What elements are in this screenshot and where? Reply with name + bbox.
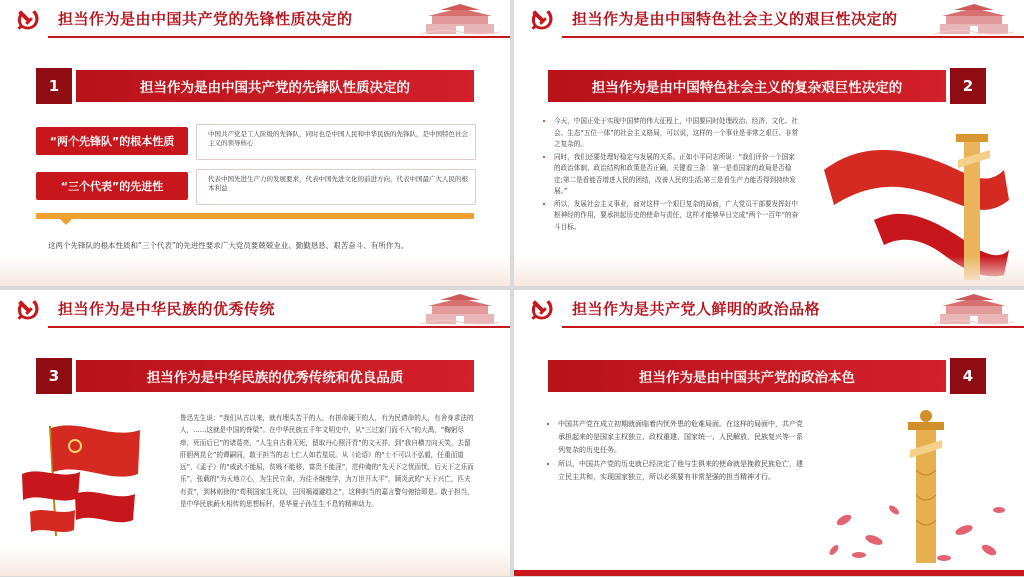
slide-header: [0, 0, 510, 40]
header-divider: [48, 36, 510, 38]
party-emblem-icon: [14, 296, 42, 324]
footer-bar: [514, 570, 1024, 576]
bullet-item: • 中国共产党在成立初期就面临着内忧外患的危难局面。在这样的局面中，共产党承担起来的是国家主权独立、政权重建、国家统一、人民解放、民族复兴等一系列复杂的历史任务。: [558, 418, 804, 457]
tiananmen-gate-icon: [420, 292, 500, 326]
tag-desc-frame: [196, 169, 476, 205]
bullet-list: [544, 116, 799, 234]
party-emblem-icon: [528, 6, 556, 34]
header-divider: [48, 326, 510, 328]
bullet-item: • 同时，我们还要处理好稳定与发展的关系。正如小平同志所说：“我们评价一个国家的政治体制、政治结构和政策是否正确，关键看三条：第一是看国家的政局是否稳定;第二是看能否增进人民的团结，改善人民的生活;第三是看生产力能否得到持续发展。”: [554, 152, 799, 198]
tradition-paragraph: 鲁迅先生说：“我们从古以来，就有埋头苦干的人，有拼命硬干的人，有为民请命的人，有舍身求法的人，……这就是中国的脊梁”。在中华民族五千年文明史中，从“三过家门而不入”的大禹，“鞠躬尽瘁，死而后已”的诸葛亮，“人生自古谁无死，留取丹心照汗青”的文天祥，到“我自横刀向天笑，去留肝胆两昆仑”的谭嗣同，敢于担当的志士仁人如若星辰。从《论语》的“士不可以不弘毅，任重而道远”，《孟子》的“威武不能屈，贫贱不能移，富贵不能淫”，范仲淹的“先天下之忧而忧，后天下之乐而乐”，张载的“为天地立心，为生民立命，为往圣继绝学，为万世开太平”，顾炎武的“天下兴亡，匹夫有责”，到林则徐的“苟利国家生死以，岂因祸福避趋之”，这种担当的嘉言警句俯拾即是。敢于担当，是中华民族薪火相传的思想标杆，是华夏子孙生生不息的精神动力。: [180, 414, 474, 509]
section-title-bar: 担当作为是由中国共产党的政治本色: [548, 360, 946, 392]
footer-decoration: [0, 546, 510, 576]
huabiao-pillar-icon: [814, 410, 1014, 570]
orange-divider: [36, 213, 474, 219]
slide-header: [0, 290, 510, 330]
header-title: 担当作为是由中国特色社会主义的艰巨性决定的: [572, 10, 898, 28]
slide-header: [514, 0, 1024, 40]
header-divider: [562, 326, 1024, 328]
footer-decoration: [0, 256, 510, 286]
slide-3[interactable]: [0, 290, 510, 576]
bullet-item: • 所以，发展社会主义事业，面对这样一个艰巨复杂的局面，广大党员干部要发挥好中枢神经的作用，要承担起历史的使命与责任，这样才能够早日完成“两个一百年”的奋斗目标。: [554, 199, 799, 234]
section-number: 4: [950, 358, 986, 394]
bullet-item: • 所以，中国共产党的历史就已经决定了他与生俱来的使命就是挽救民族危亡，建立民主共和，实现国家独立，所以必须要有非常坚强的担当精神才行。: [558, 458, 804, 484]
tag-desc-frame: [196, 124, 476, 160]
section-title-bar: 担当作为是由中国特色社会主义的复杂艰巨性决定的: [548, 70, 946, 102]
red-flag-icon: [20, 418, 160, 538]
footer-decoration: [514, 256, 1024, 286]
section-title-bar: 担当作为是由中国共产党的先锋队性质决定的: [76, 70, 474, 102]
header-divider: [562, 36, 1024, 38]
tiananmen-gate-icon: [934, 2, 1014, 36]
bullet-item: • 今天，中国正处于实现中国梦的伟大征程上，中国要同时处理政治、经济、文化、社会、生态“五位一体”的社会主义格局，可以说，这样的一个事业是非常之艰巨、非常之复杂的。: [554, 116, 799, 151]
tag-desc-three-represents: 代表中国先进生产力的发展要求，代表中国先进文化的前进方向，代表中国最广大人民的根本利益: [208, 175, 468, 192]
tiananmen-gate-icon: [420, 2, 500, 36]
tag-desc-two-vanguards: 中国共产党是工人阶级的先锋队，同时也是中国人民和中华民族的先锋队，是中国特色社会主义的领导核心: [208, 130, 468, 147]
section-number: 3: [36, 358, 72, 394]
tag-three-represents: “三个代表”的先进性: [36, 172, 188, 200]
header-title: 担当作为是由中国共产党的先锋性质决定的: [58, 10, 353, 28]
slide-header: [514, 290, 1024, 330]
tiananmen-gate-icon: [934, 292, 1014, 326]
header-title: 担当作为是中华民族的优秀传统: [58, 300, 276, 318]
divider-pointer: [60, 219, 72, 225]
section-number: 2: [950, 68, 986, 104]
party-emblem-icon: [14, 6, 42, 34]
slide-4[interactable]: [514, 290, 1024, 576]
summary-text: 这两个先锋队的根本性质和“三个代表”的先进性要求广大党员要兢兢业业、勤勤恳恳、艰苦奋斗、有所作为。: [48, 241, 409, 250]
header-title: 担当作为是共产党人鲜明的政治品格: [572, 300, 821, 318]
tag-two-vanguards: “两个先锋队”的根本性质: [36, 127, 188, 155]
section-title-bar: 担当作为是中华民族的优秀传统和优良品质: [76, 360, 474, 392]
slide-2[interactable]: [514, 0, 1024, 286]
party-emblem-icon: [528, 296, 556, 324]
section-number: 1: [36, 68, 72, 104]
red-ribbon-icon: [814, 110, 1014, 280]
bullet-list: [548, 418, 804, 485]
slide-1[interactable]: [0, 0, 510, 286]
